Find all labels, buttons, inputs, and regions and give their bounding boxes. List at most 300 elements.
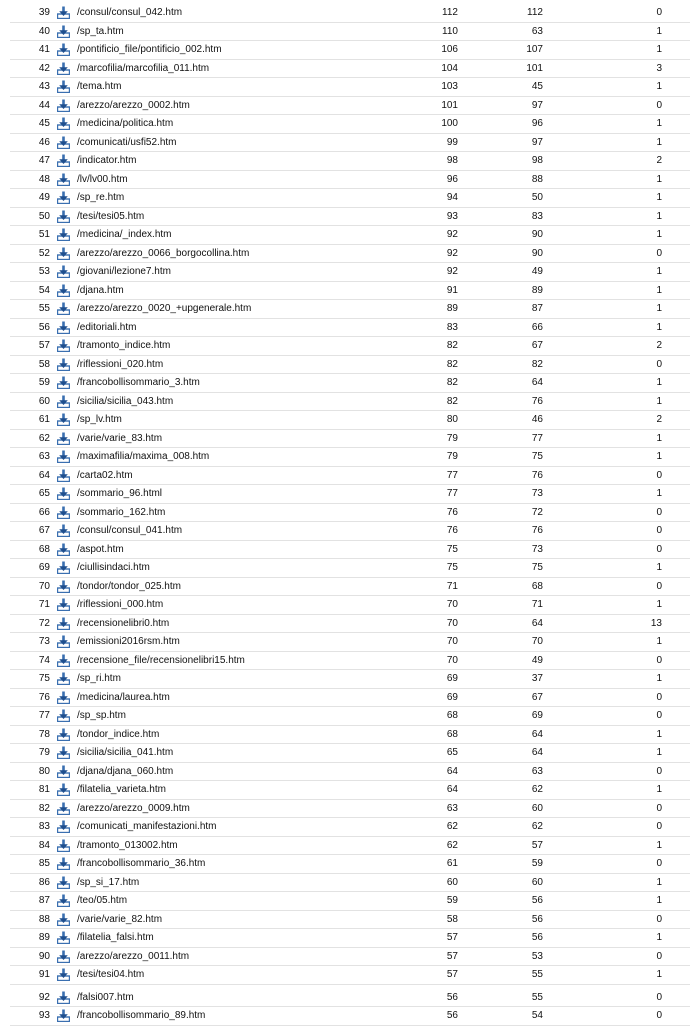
download-icon[interactable] [57,857,70,870]
page-link[interactable]: /sommario_162.htm [77,506,166,518]
table-row [10,263,690,282]
value-col-1: 65 [446,747,458,758]
value-col-1: 79 [446,432,458,444]
row-number: 46 [38,136,50,148]
value-col-2: 66 [531,321,543,333]
value-col-3: 1 [656,451,662,462]
row-number: 92 [38,991,50,1003]
page-link[interactable]: /varie/varie_83.htm [77,432,163,444]
row-number: 41 [38,44,50,55]
value-col-1: 68 [446,710,458,721]
value-col-1: 77 [446,488,458,499]
download-icon[interactable] [57,672,70,685]
download-icon[interactable] [57,395,70,408]
value-col-1: 64 [446,765,458,777]
page-link[interactable]: /indicator.htm [77,155,137,166]
value-col-2: 55 [531,969,543,980]
row-number: 75 [38,673,50,684]
page-link[interactable]: /tondor_indice.htm [77,728,160,740]
download-icon[interactable] [57,894,70,907]
value-col-2: 56 [531,895,543,906]
value-col-1: 99 [446,136,458,148]
row-number: 64 [38,469,50,481]
page-link[interactable]: /sp_si_17.htm [77,876,140,888]
download-icon[interactable] [57,117,70,130]
value-col-3: 1 [656,173,662,185]
page-link[interactable]: /recensione_file/recensionelibri15.htm [77,654,245,666]
download-icon[interactable] [57,876,70,889]
value-col-3: 1 [656,44,662,55]
value-col-1: 100 [441,118,458,129]
table-row [10,855,690,874]
download-icon[interactable] [57,728,70,741]
row-number: 88 [38,913,50,925]
page-link[interactable]: /sp_ta.htm [77,25,124,37]
value-col-2: 45 [531,81,543,92]
page-link[interactable]: /djana.htm [77,284,124,296]
value-col-3: 1 [656,321,662,333]
row-number: 58 [38,358,50,370]
table-row [10,485,690,504]
value-col-2: 68 [531,580,543,592]
row-number: 69 [38,562,50,573]
page-link[interactable]: /sp_ri.htm [77,673,121,684]
table-row [10,356,690,375]
row-number: 85 [38,858,50,869]
page-link[interactable]: /varie/varie_82.htm [77,913,163,925]
row-number: 84 [38,839,50,851]
page-link[interactable]: /teo/05.htm [77,895,128,906]
value-col-3: 0 [656,913,662,925]
value-col-2: 88 [531,173,543,185]
download-icon[interactable] [57,765,70,778]
download-icon[interactable] [57,746,70,759]
page-link[interactable]: /maximafilia/maxima_008.htm [77,451,210,462]
download-icon[interactable] [57,25,70,38]
value-col-2: 75 [531,451,543,462]
row-number: 56 [38,321,50,333]
download-icon[interactable] [57,62,70,75]
value-col-1: 75 [446,562,458,573]
value-col-3: 0 [656,358,662,370]
page-link[interactable]: /medicina/laurea.htm [77,691,170,703]
download-icon[interactable] [57,839,70,852]
table-row [10,374,690,393]
value-col-3: 0 [656,654,662,666]
download-icon[interactable] [57,228,70,241]
value-col-3: 0 [656,991,662,1003]
page-link[interactable]: /medicina/_index.htm [77,229,172,240]
row-number: 48 [38,173,50,185]
download-icon[interactable] [57,173,70,186]
value-col-1: 91 [446,284,458,296]
value-col-3: 1 [656,599,662,610]
table-row [10,966,690,985]
download-icon[interactable] [57,913,70,926]
page-link[interactable]: /tema.htm [77,81,122,92]
page-link[interactable]: /sp_sp.htm [77,710,126,721]
page-link[interactable]: /sommario_96.html [77,488,163,499]
download-icon[interactable] [57,432,70,445]
row-number: 67 [38,525,50,536]
value-col-1: 92 [446,229,458,240]
table-row [10,448,690,467]
value-col-2: 56 [531,913,543,925]
download-icon[interactable] [57,598,70,611]
value-col-3: 0 [656,950,662,962]
page-link[interactable]: /sicilia/sicilia_043.htm [77,395,174,407]
table-row [10,393,690,412]
value-col-1: 59 [446,895,458,906]
page-link[interactable]: /pontificio_file/pontificio_002.htm [77,44,222,55]
download-icon[interactable] [57,80,70,93]
row-number: 72 [38,617,50,629]
table-row [10,337,690,356]
page-link[interactable]: /francobollisommario_89.htm [77,1010,206,1021]
download-icon[interactable] [57,358,70,371]
download-icon[interactable] [57,413,70,426]
page-link[interactable]: /comunicati_manifestazioni.htm [77,821,217,832]
download-icon[interactable] [57,820,70,833]
download-icon[interactable] [57,561,70,574]
page-link[interactable]: /marcofilia/marcofilia_011.htm [77,62,210,74]
value-col-3: 1 [656,377,662,388]
value-col-1: 76 [446,506,458,518]
page-link[interactable]: /tesi/tesi04.htm [77,969,145,980]
page-link[interactable]: /tramonto_013002.htm [77,839,178,851]
value-col-3: 1 [656,969,662,980]
page-link[interactable]: /medicina/politica.htm [77,118,174,129]
table-row [10,763,690,782]
row-number: 53 [38,266,50,277]
page-link[interactable]: /recensionelibri0.htm [77,617,170,629]
value-col-1: 57 [446,969,458,980]
value-col-3: 0 [656,580,662,592]
download-icon[interactable] [57,154,70,167]
value-col-3: 1 [656,25,662,37]
row-number: 62 [38,432,50,444]
value-col-3: 0 [656,765,662,777]
value-col-2: 96 [531,118,543,129]
value-col-2: 69 [531,710,543,721]
value-col-3: 1 [656,562,662,573]
download-icon[interactable] [57,302,70,315]
value-col-1: 69 [446,691,458,703]
table-row [10,411,690,430]
page-link[interactable]: /riflessioni_000.htm [77,599,164,610]
value-col-3: 0 [656,802,662,814]
value-col-2: 50 [531,192,543,203]
download-icon[interactable] [57,210,70,223]
row-number: 42 [38,62,50,74]
value-col-3: 1 [656,728,662,740]
value-col-1: 62 [446,821,458,832]
row-number: 51 [38,229,50,240]
value-col-2: 67 [531,340,543,351]
download-icon[interactable] [57,931,70,944]
page-link[interactable]: /sp_re.htm [77,192,125,203]
value-col-3: 1 [656,303,662,314]
table-row [10,467,690,486]
table-row [10,97,690,116]
value-col-3: 2 [656,340,662,351]
download-icon[interactable] [57,339,70,352]
value-col-1: 101 [441,99,458,111]
value-col-3: 1 [656,192,662,203]
value-col-1: 94 [446,192,458,203]
download-icon[interactable] [57,506,70,519]
page-link[interactable]: /filatelia_falsi.htm [77,932,154,943]
row-number: 87 [38,895,50,906]
table-row [10,226,690,245]
value-col-2: 73 [531,543,543,555]
value-col-2: 90 [531,247,543,259]
row-number: 82 [38,802,50,814]
download-icon[interactable] [57,6,70,19]
value-col-1: 104 [441,62,458,74]
row-number: 91 [38,969,50,980]
value-col-2: 82 [531,358,543,370]
value-col-2: 75 [531,562,543,573]
value-col-1: 60 [446,876,458,888]
row-number: 83 [38,821,50,832]
table-row [10,41,690,60]
value-col-3: 0 [656,821,662,832]
row-number: 40 [38,25,50,37]
value-col-2: 60 [531,876,543,888]
page-link[interactable]: /ciullisindaci.htm [77,562,150,573]
value-col-2: 83 [531,210,543,222]
value-col-2: 70 [531,636,543,647]
value-col-1: 93 [446,210,458,222]
table-row [10,319,690,338]
value-col-2: 59 [531,858,543,869]
value-col-2: 63 [531,765,543,777]
value-col-3: 0 [656,710,662,721]
value-col-2: 63 [531,25,543,37]
table-row [10,800,690,819]
row-number: 77 [38,710,50,721]
download-icon[interactable] [57,524,70,537]
page-link[interactable]: /filatelia_varieta.htm [77,784,166,795]
row-number: 66 [38,506,50,518]
value-col-2: 64 [531,728,543,740]
table-row [10,874,690,893]
download-icon[interactable] [57,136,70,149]
row-number: 81 [38,784,50,795]
value-col-1: 64 [446,784,458,795]
page-link[interactable]: /giovani/lezione7.htm [77,266,171,277]
table-row [10,615,690,634]
value-col-1: 82 [446,377,458,388]
value-col-3: 13 [650,617,662,629]
page-link[interactable]: /comunicati/usfi52.htm [77,136,177,148]
value-col-3: 0 [656,247,662,259]
value-col-2: 53 [531,950,543,962]
table-row [10,208,690,227]
row-number: 43 [38,81,50,92]
value-col-1: 71 [446,580,458,592]
value-col-1: 83 [446,321,458,333]
page-link[interactable]: /lv/lv00.htm [77,173,128,185]
value-col-1: 57 [446,932,458,943]
value-col-3: 1 [656,284,662,296]
value-col-2: 62 [531,821,543,832]
value-col-1: 61 [446,858,458,869]
value-col-1: 77 [446,469,458,481]
value-col-1: 92 [446,266,458,277]
download-icon[interactable] [57,783,70,796]
table-row [10,78,690,97]
table-row [10,726,690,745]
table-row [10,578,690,597]
table-row [10,559,690,578]
value-col-2: 72 [531,506,543,518]
download-icon[interactable] [57,691,70,704]
page-link[interactable]: /consul/consul_042.htm [77,7,183,18]
row-number: 61 [38,414,50,425]
table-row [10,652,690,671]
download-icon[interactable] [57,654,70,667]
page-link[interactable]: /editoriali.htm [77,321,137,333]
table-row [10,504,690,523]
value-col-1: 57 [446,950,458,962]
value-col-1: 82 [446,340,458,351]
download-icon[interactable] [57,991,70,1004]
row-number: 44 [38,99,50,111]
row-number: 49 [38,192,50,203]
page-link[interactable]: /sp_lv.htm [77,414,122,425]
row-number: 52 [38,247,50,259]
download-icon[interactable] [57,1009,70,1022]
download-icon[interactable] [57,321,70,334]
value-col-3: 1 [656,784,662,795]
page-link[interactable]: /tondor/tondor_025.htm [77,580,181,592]
table-row [10,541,690,560]
download-icon[interactable] [57,284,70,297]
download-icon[interactable] [57,247,70,260]
value-col-1: 79 [446,451,458,462]
value-col-3: 0 [656,7,662,18]
value-col-3: 1 [656,747,662,758]
value-col-1: 106 [441,44,458,55]
value-col-3: 0 [656,469,662,481]
value-col-2: 89 [531,284,543,296]
value-col-2: 55 [531,991,543,1003]
table-row [10,781,690,800]
value-col-1: 70 [446,654,458,666]
download-icon[interactable] [57,376,70,389]
value-col-3: 1 [656,839,662,851]
table-row [10,948,690,967]
download-icon[interactable] [57,617,70,630]
value-col-2: 37 [531,673,543,684]
table-row [10,245,690,264]
row-number: 80 [38,765,50,777]
download-icon[interactable] [57,191,70,204]
value-col-1: 70 [446,599,458,610]
page-link[interactable]: /arezzo/arezzo_0002.htm [77,99,190,111]
table-row [10,430,690,449]
value-col-2: 107 [526,44,543,55]
page-link[interactable]: /consul/consul_041.htm [77,525,183,536]
download-icon[interactable] [57,968,70,981]
page-link[interactable]: /arezzo/arezzo_0011.htm [77,950,190,962]
row-number: 47 [38,155,50,166]
value-col-3: 1 [656,636,662,647]
download-icon[interactable] [57,543,70,556]
download-icon[interactable] [57,635,70,648]
value-col-2: 64 [531,747,543,758]
table-row [10,596,690,615]
download-icon[interactable] [57,709,70,722]
row-number: 90 [38,950,50,962]
value-col-3: 1 [656,136,662,148]
download-icon[interactable] [57,580,70,593]
page-link[interactable]: /tramonto_indice.htm [77,340,171,351]
value-col-3: 1 [656,895,662,906]
row-number: 63 [38,451,50,462]
row-number: 57 [38,340,50,351]
download-icon[interactable] [57,99,70,112]
row-number: 74 [38,654,50,666]
row-number: 45 [38,118,50,129]
page-link[interactable]: /falsi007.htm [77,991,134,1003]
page-link[interactable]: /sicilia/sicilia_041.htm [77,747,174,758]
value-col-2: 46 [531,414,543,425]
page-link[interactable]: /francobollisommario_3.htm [77,377,200,388]
value-col-1: 89 [446,303,458,314]
value-col-2: 62 [531,784,543,795]
download-icon[interactable] [57,802,70,815]
value-col-2: 90 [531,229,543,240]
value-col-2: 112 [527,7,543,18]
value-col-3: 1 [656,118,662,129]
table-row [10,818,690,837]
value-col-2: 77 [531,432,543,444]
table-row [10,134,690,153]
download-icon[interactable] [57,469,70,482]
page-link[interactable]: /tesi/tesi05.htm [77,210,145,222]
row-number: 60 [38,395,50,407]
page-link[interactable]: /aspot.htm [77,543,124,555]
value-col-1: 82 [446,395,458,407]
download-icon[interactable] [57,950,70,963]
value-col-1: 110 [442,25,458,37]
row-number: 79 [38,747,50,758]
value-col-2: 64 [531,617,543,629]
download-icon[interactable] [57,265,70,278]
page-link[interactable]: /arezzo/arezzo_0009.htm [77,802,190,814]
page-link[interactable]: /arezzo/arezzo_0020_+upgenerale.htm [77,303,252,314]
value-col-3: 1 [656,432,662,444]
page-link[interactable]: /djana/djana_060.htm [77,765,174,777]
value-col-3: 1 [656,266,662,277]
page-link[interactable]: /carta02.htm [77,469,133,481]
table-row [10,282,690,301]
value-col-2: 73 [531,488,543,499]
page-link[interactable]: /emissioni2016rsm.htm [77,636,180,647]
table-row [10,4,690,23]
download-icon[interactable] [57,43,70,56]
row-number: 65 [38,488,50,499]
value-col-3: 0 [656,525,662,536]
page-link[interactable]: /arezzo/arezzo_0066_borgocollina.htm [77,247,250,259]
page-link[interactable]: /francobollisommario_36.htm [77,858,206,869]
download-icon[interactable] [57,450,70,463]
page-link[interactable]: /riflessioni_020.htm [77,358,164,370]
download-icon[interactable] [57,487,70,500]
